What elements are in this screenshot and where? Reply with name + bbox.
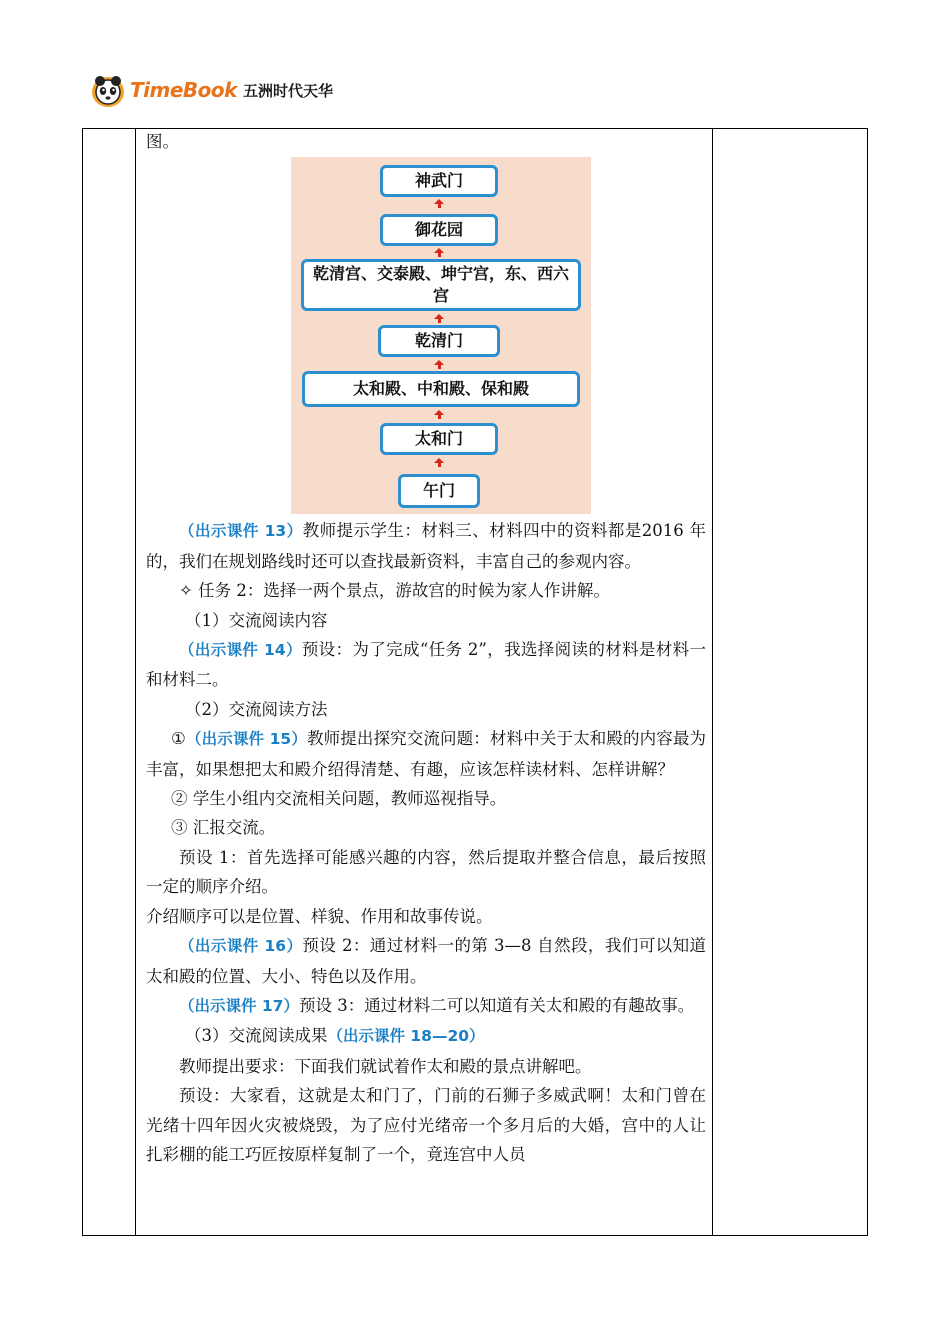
flow-node: 乾清门 [378,325,500,357]
paragraph: 图。 [146,132,179,151]
paragraph-text: 预设 2：通过材料一的第 3—8 自然段，我们可以知道太和殿的位置、大小、特色以及作用。 [146,936,706,986]
paragraph [146,931,706,991]
arrow-stem [438,253,441,257]
paragraph-text: 教师提示学生：材料三、材料四中的资料都是2016 年的，我们在规划路线时还可以查找最新资料，丰富自己的参观内容。 [146,521,706,571]
brand-logo [88,70,333,110]
paragraph-text: 教师提出探究交流问题：材料中关于太和殿的内容最为丰富，如果想把太和殿介绍得清楚、有趣，应该怎样读材料、怎样讲解？ [146,729,707,779]
paragraph [146,991,706,1021]
courseware-ref: （出示课件 18—20） [327,1027,485,1046]
flow-node: 乾清宫、交泰殿、坤宁宫，东、西六宫 [301,259,581,311]
paragraph [146,516,706,576]
flow-node: 神武门 [380,165,498,197]
courseware-ref: （出示课件 13） [179,522,303,541]
arrow-stem [438,415,441,419]
paragraph [146,635,706,695]
flow-node: 御花园 [380,214,498,246]
brand-name-cn: 五洲时代天华 [242,81,333,100]
paragraph: ③ 汇报交流。 [171,818,276,838]
paragraph-text: 预设 3：通过材料二可以知道有关太和殿的有趣故事。 [298,995,695,1015]
brand-name-en: TimeBook [130,78,237,102]
arrow-stem [438,463,441,467]
flow-node: 太和殿、中和殿、保和殿 [302,371,580,407]
courseware-ref: （出示课件 14） [179,641,302,660]
courseware-ref: （出示课件 17） [179,996,299,1015]
table-left-border [82,128,83,1236]
arrow-stem [438,365,441,369]
paragraph: ② 学生小组内交流相关问题，教师巡视指导。 [171,789,507,809]
table-column-divider [712,128,713,1236]
table-bottom-border [82,1235,868,1236]
paragraph: 教师提出要求：下面我们就试着作太和殿的景点讲解吧。 [179,1056,592,1076]
table-right-border [867,128,868,1236]
courseware-ref: （出示课件 15） [185,730,307,749]
paragraph [146,1021,706,1051]
paragraph-text: （3）交流阅读成果 [185,1026,328,1046]
paragraph: （2）交流阅读方法 [185,699,328,719]
paragraph [146,724,706,784]
arrow-stem [438,319,441,323]
paragraph: 预设：大家看，这就是太和门了，门前的石狮子多威武啊！太和门曾在光绪十四年因火灾被烧毁，为了应付光绪帝一个多月后的大婚，宫中的人让扎彩棚的能工巧匠按原样复制了一个，竟连宫中人员 [146,1086,706,1164]
paragraph: 预设 1：首先选择可能感兴趣的内容，然后提取并整合信息，最后按照一定的顺序介绍。 [146,847,706,897]
paragraph: 介绍顺序可以是位置、样貌、作用和故事传说。 [146,906,493,926]
tour-route-flowchart [291,157,591,514]
table-column-divider [135,128,136,1236]
paragraph-text: 预设：为了完成“任务 2”，我选择阅读的材料是材料一和材料二。 [146,640,706,690]
flow-node: 太和门 [380,423,498,455]
paragraph: （1）交流阅读内容 [185,610,328,630]
paragraph-text: ① [171,729,186,749]
courseware-ref: （出示课件 16） [179,937,303,956]
arrow-stem [438,204,441,208]
panda-logo-icon [88,70,128,110]
flow-node: 午门 [398,474,480,508]
lesson-content [146,128,706,1169]
paragraph: ✧ 任务 2：选择一两个景点，游故宫的时候为家人作讲解。 [179,581,610,601]
